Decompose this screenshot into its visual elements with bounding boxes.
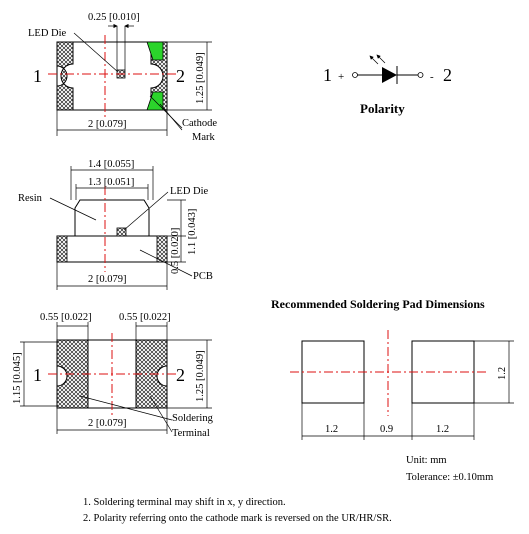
- cathode-mark-top: [147, 42, 163, 60]
- side-led-die-label: LED Die: [170, 186, 209, 197]
- resin-label: Resin: [18, 193, 42, 204]
- soldering-label: Soldering: [172, 413, 213, 424]
- cathode-label: Cathode: [182, 118, 217, 129]
- top-height-dim: 1.25 [0.049]: [195, 52, 206, 104]
- bottom-height-right: 1.25 [0.049]: [195, 350, 206, 402]
- polarity-pin2: 2: [443, 65, 452, 85]
- top-view-left-terminal: [57, 42, 73, 110]
- bottom-width-dim: 2 [0.079]: [88, 418, 127, 429]
- pad-layout-title: Recommended Soldering Pad Dimensions: [271, 297, 485, 311]
- bottom-pin1: 1: [33, 365, 42, 385]
- pin2-label: 2: [176, 66, 185, 86]
- polarity-title: Polarity: [360, 101, 405, 116]
- pad-width-left: 1.2: [325, 424, 339, 435]
- bottom-height-left: 1.15 [0.045]: [12, 352, 23, 404]
- note-1: 1. Soldering terminal may shift in x, y direction.: [83, 497, 286, 508]
- top-view: [28, 12, 217, 143]
- notes: [83, 497, 392, 524]
- die-dimension: 0.25 [0.010]: [88, 12, 140, 23]
- polarity-symbol: [323, 55, 452, 116]
- side-height-total: 1.1 [0.043]: [187, 208, 198, 255]
- side-view: [18, 159, 213, 290]
- polarity-plus: +: [338, 71, 345, 83]
- bottom-pin2: 2: [176, 365, 185, 385]
- pad-left-dim: 0.55 [0.022]: [40, 312, 92, 323]
- top-width-dim: 2 [0.079]: [88, 119, 127, 130]
- pcb-body: [57, 236, 167, 262]
- unit-label: Unit: mm: [406, 455, 447, 466]
- side-dim-second: 1.3 [0.051]: [88, 177, 135, 188]
- polarity-minus: -: [430, 71, 434, 83]
- pin1-label: 1: [33, 66, 42, 86]
- pad-width-right: 1.2: [436, 424, 450, 435]
- led-die-label: LED Die: [28, 28, 67, 39]
- diode-icon: [382, 67, 397, 83]
- terminal-label: Terminal: [172, 428, 210, 439]
- tolerance-label: Tolerance: ±0.10mm: [406, 472, 494, 483]
- bottom-view: [12, 312, 214, 439]
- side-dim-top: 1.4 [0.055]: [88, 159, 135, 170]
- polarity-pin1: 1: [323, 65, 332, 85]
- pad-right-dim: 0.55 [0.022]: [119, 312, 171, 323]
- pad-layout: [271, 297, 514, 483]
- side-width-dim: 2 [0.079]: [88, 274, 127, 285]
- note-2: 2. Polarity referring onto the cathode mark is reversed on the UR/HR/SR.: [83, 513, 392, 524]
- pad-height: 1.2: [497, 366, 508, 380]
- pad-gap: 0.9: [380, 424, 394, 435]
- side-height-pcb: 0.5 [0.020]: [170, 227, 181, 274]
- cathode-mark-label: Mark: [192, 132, 215, 143]
- pcb-label: PCB: [193, 271, 213, 282]
